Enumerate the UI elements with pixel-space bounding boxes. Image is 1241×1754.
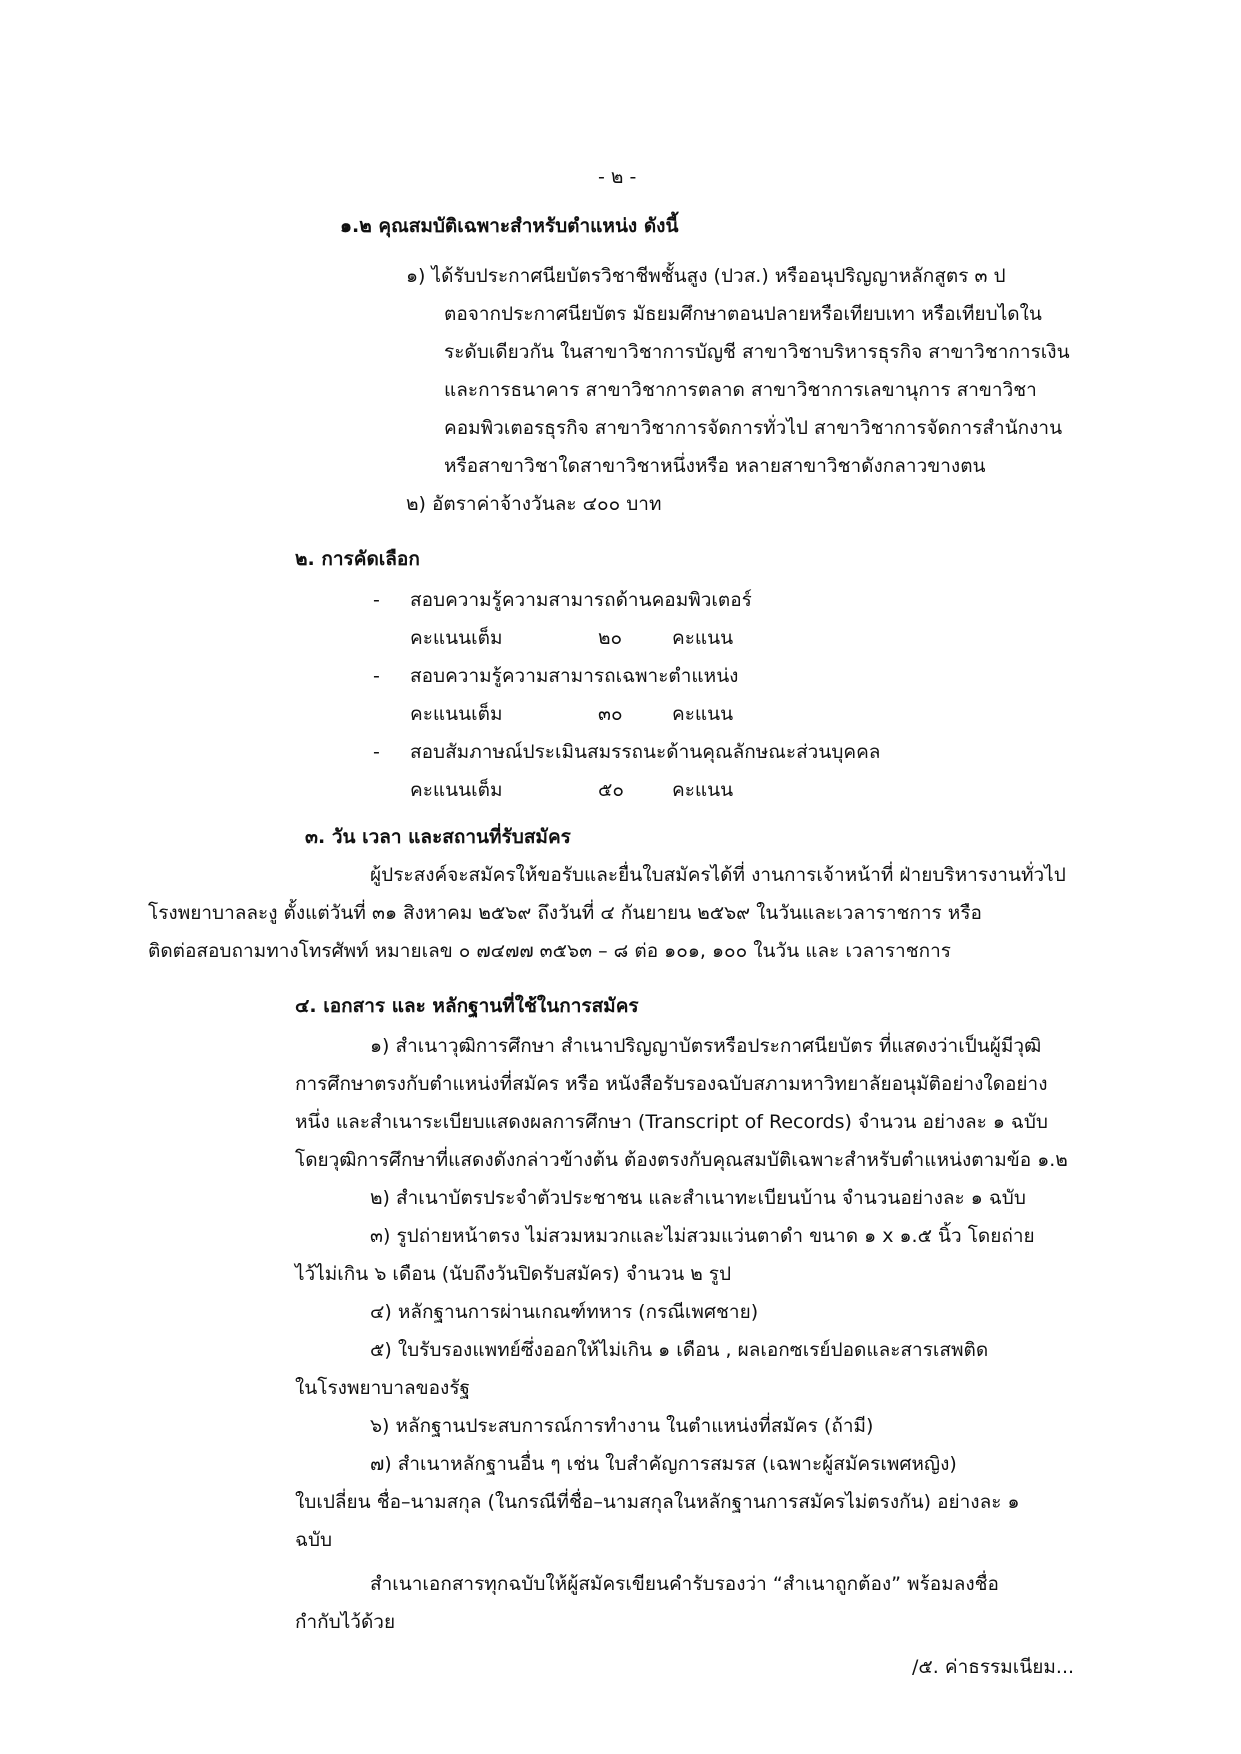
s4-item7-line2: ใบเปลี่ยน ชื่อ–นามสกุล (ในกรณีที่ชื่อ–นามสกุลในหลักฐานการสมัครไม่ตรงกัน) อย่างละ ๑ [295, 1491, 1020, 1513]
s4-item3-line1: ๓) รูปถ่ายหน้าตรง ไม่สวมหมวกและไม่สวมแว่นตาดำ ขนาด ๑ x ๑.๕ นิ้ว โดยถ่าย [370, 1225, 1035, 1247]
s4-item1-line2: การศึกษาตรงกับตำแหน่งที่สมัคร หรือ หนังสือรับรองฉบับสภามหาวิทยาลัยอนุมัติอย่างใดอย่าง [295, 1073, 1048, 1095]
score-value: ๕๐ [598, 779, 624, 801]
s3-line1: ผู้ประสงค์จะสมัครให้ขอรับและยื่นใบสมัครได้ที่ งานการเจ้าหน้าที่ ฝ่ายบริหารงานทั่วไป [370, 864, 1066, 886]
selection-item-title: สอบความรู้ความสามารถเฉพาะตำแหน่ง [410, 665, 739, 687]
page-number: - ๒ - [598, 166, 637, 188]
score-unit: คะแนน [672, 779, 734, 801]
s1-2-item1-line1: ๑) ได้รับประกาศนียบัตรวิชาชีพชั้นสูง (ปวส.) หรืออนุปริญญาหลักสูตร ๓ ป [406, 265, 1006, 287]
selection-item-dash: - [373, 665, 380, 687]
s4-item1-line4: โดยวุฒิการศึกษาที่แสดงดังกล่าวข้างต้น ต้องตรงกับคุณสมบัติเฉพาะสำหรับตำแหน่งตามข้อ ๑.๒ [295, 1149, 1068, 1171]
s4-item5-line1: ๕) ใบรับรองแพทย์ซึ่งออกให้ไม่เกิน ๑ เดือน , ผลเอกซเรย์ปอดและสารเสพติด [370, 1339, 989, 1361]
selection-item-dash: - [373, 741, 380, 763]
s4-item3-line2: ไว้ไม่เกิน ๖ เดือน (นับถึงวันปิดรับสมัคร) จำนวน ๒ รูป [295, 1263, 732, 1285]
s1-2-item1-line5: คอมพิวเตอรธุรกิจ สาขาวิชาการจัดการทั่วไป สาขาวิชาการจัดการสำนักงาน [444, 417, 1063, 439]
s4-item4: ๔) หลักฐานการผ่านเกณฑ์ทหาร (กรณีเพศชาย) [370, 1301, 759, 1323]
score-unit: คะแนน [672, 703, 734, 725]
s4-item6: ๖) หลักฐานประสบการณ์การทำงาน ในตำแหน่งที่สมัคร (ถ้ามี) [370, 1415, 874, 1437]
s4-note-line2: กำกับไว้ด้วย [295, 1611, 396, 1633]
continuation-note: /๕. ค่าธรรมเนียม... [912, 1656, 1075, 1678]
score-label: คะแนนเต็ม [410, 779, 503, 801]
section-3-heading: ๓. วัน เวลา และสถานที่รับสมัคร [305, 826, 571, 848]
s4-item7-line3: ฉบับ [295, 1529, 333, 1551]
s4-note-line1: สำเนาเอกสารทุกฉบับให้ผู้สมัครเขียนคำรับรองว่า “สำเนาถูกต้อง” พร้อมลงชื่อ [370, 1573, 999, 1595]
s1-2-item1-line4: และการธนาคาร สาขาวิชาการตลาด สาขาวิชาการเลขานุการ สาขาวิชา [444, 379, 1037, 401]
selection-item-title: สอบสัมภาษณ์ประเมินสมรรถนะด้านคุณลักษณะส่วนบุคคล [410, 741, 881, 763]
s4-item1-line3: หนึ่ง และสำเนาระเบียบแสดงผลการศึกษา (Transcript of Records) จำนวน อย่างละ ๑ ฉบับ [295, 1111, 1048, 1133]
section-2-heading: ๒. การคัดเลือก [295, 548, 420, 570]
s4-item2: ๒) สำเนาบัตรประจำตัวประชาชน และสำเนาทะเบียนบ้าน จำนวนอย่างละ ๑ ฉบับ [370, 1187, 1026, 1209]
section-1-2-heading: ๑.๒ คุณสมบัติเฉพาะสำหรับตำแหน่ง ดังนี้ [340, 215, 679, 237]
s1-2-item1-line3: ระดับเดียวกัน ในสาขาวิชาการบัญชี สาขาวิชาบริหารธุรกิจ สาขาวิชาการเงิน [444, 341, 1070, 363]
s3-line2: โรงพยาบาลละงู ตั้งแต่วันที่ ๓๑ สิงหาคม ๒๕๖๙ ถึงวันที่ ๔ กันยายน ๒๕๖๙ ในวันและเวลาราชการ หรือ [148, 902, 982, 924]
score-value: ๓๐ [598, 703, 623, 725]
score-unit: คะแนน [672, 627, 734, 649]
s1-2-item2: ๒) อัตราค่าจ้างวันละ ๔๐๐ บาท [406, 493, 662, 515]
section-4-heading: ๔. เอกสาร และ หลักฐานที่ใช้ในการสมัคร [295, 995, 639, 1017]
s4-item1-line1: ๑) สำเนาวุฒิการศึกษา สำเนาปริญญาบัตรหรือประกาศนียบัตร ที่แสดงว่าเป็นผู้มีวุฒิ [370, 1035, 1042, 1057]
s1-2-item1-line6: หรือสาขาวิชาใดสาขาวิชาหนึ่งหรือ หลายสาขาวิชาดังกลาวขางตน [444, 455, 986, 477]
s3-line3: ติดต่อสอบถามทางโทรศัพท์ หมายเลข ๐ ๗๔๗๗ ๓๕๖๓ – ๘ ต่อ ๑๐๑, ๑๐๐ ในวัน และ เวลาราชการ [148, 940, 951, 962]
s1-2-item1-line2: ตอจากประกาศนียบัตร มัธยมศึกษาตอนปลายหรือเทียบเทา หรือเทียบไดใน [444, 303, 1042, 325]
selection-item-title: สอบความรู้ความสามารถด้านคอมพิวเตอร์ [410, 589, 752, 611]
score-label: คะแนนเต็ม [410, 703, 503, 725]
s4-item5-line2: ในโรงพยาบาลของรัฐ [295, 1377, 471, 1399]
score-value: ๒๐ [598, 627, 623, 649]
s4-item7-line1: ๗) สำเนาหลักฐานอื่น ๆ เช่น ใบสำคัญการสมรส (เฉพาะผู้สมัครเพศหญิง) [370, 1453, 957, 1475]
score-label: คะแนนเต็ม [410, 627, 503, 649]
selection-item-dash: - [373, 589, 380, 611]
